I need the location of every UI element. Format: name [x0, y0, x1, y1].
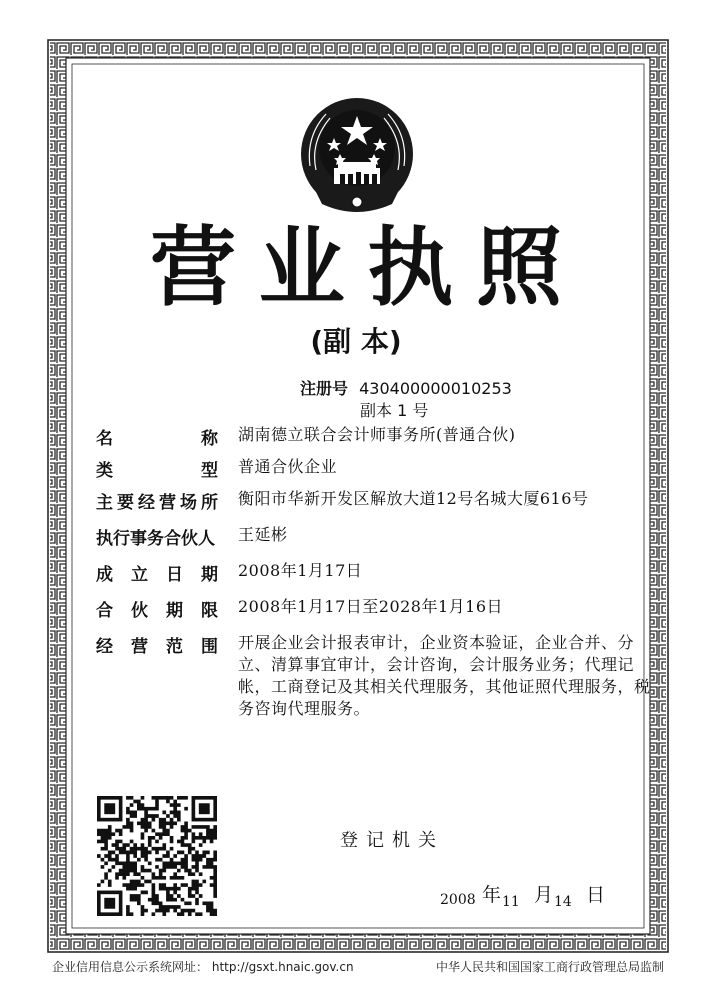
- field-value-type: 普通合伙企业: [238, 457, 338, 476]
- field-label-char: 所: [201, 493, 218, 513]
- field-value-business-scope: [238, 632, 658, 720]
- issue-day-unit: 日: [586, 884, 606, 906]
- field-label-char: 要: [117, 493, 134, 513]
- field-value-main-premises: 衡阳市华新开发区解放大道12号名城大厦616号: [238, 489, 589, 508]
- field-label-char: 名: [96, 429, 113, 449]
- field-label-char: 立: [131, 565, 148, 585]
- national-emblem-icon: [296, 96, 418, 220]
- title-char: 执: [367, 218, 454, 318]
- field-label-char: 伙: [131, 601, 148, 621]
- field-value-name: 湖南德立联合会计师事务所(普通合伙): [238, 425, 516, 444]
- scope-line: 帐，工商登记及其相关代理服务，其他证照代理服务，税: [238, 677, 651, 696]
- footer-site-url[interactable]: http://gsxt.hnaic.gov.cn: [211, 960, 354, 974]
- field-label-executive-partner: 执行事务合伙人: [96, 529, 215, 549]
- qr-code-icon[interactable]: [97, 796, 217, 916]
- issue-month-unit: 月: [534, 884, 554, 906]
- footer-website: [52, 958, 354, 975]
- field-label-char: 期: [201, 565, 218, 585]
- field-label-char: 主: [96, 493, 113, 513]
- field-label-name: [96, 424, 218, 449]
- document-subtitle: (副 本): [310, 325, 402, 358]
- scope-line: 务咨询代理服务。: [238, 699, 371, 718]
- field-label-char: 场: [180, 493, 197, 513]
- footer-supervisor: 中华人民共和国国家工商行政管理总局监制: [436, 960, 665, 974]
- field-label-char: 经: [138, 493, 155, 513]
- title-char: 照: [475, 218, 562, 318]
- field-label-char: 成: [96, 565, 113, 585]
- document-title: [150, 218, 562, 318]
- field-label-type: [96, 456, 218, 481]
- scope-line: 开展企业会计报表审计，企业资本验证，企业合并、分: [238, 633, 635, 652]
- field-label-char: 称: [201, 429, 218, 449]
- scope-line: 立、清算事宜审计，会计咨询，会计服务业务；代理记: [238, 655, 635, 674]
- field-label-char: 营: [159, 493, 176, 513]
- title-char: 业: [258, 218, 345, 318]
- field-value-partnership-term: 2008年1月17日至2028年1月16日: [238, 597, 504, 616]
- field-label-char: 围: [201, 637, 218, 657]
- issue-month: 11: [502, 894, 520, 910]
- issue-date: [440, 880, 620, 914]
- field-label-char: 日: [166, 565, 183, 585]
- field-value-establishment-date: 2008年1月17日: [238, 561, 363, 580]
- field-label-char: 范: [166, 637, 183, 657]
- registration-number: 430400000010253: [359, 379, 512, 398]
- field-label-partnership-term: [96, 596, 218, 621]
- field-label-char: 期: [166, 601, 183, 621]
- field-label-business-scope: [96, 632, 218, 657]
- field-label-char: 型: [201, 461, 218, 481]
- field-label-char: 营: [131, 637, 148, 657]
- issue-day: 14: [554, 894, 572, 910]
- field-label-char: 类: [96, 461, 113, 481]
- issue-year-unit: 年: [482, 884, 502, 906]
- field-label-main-premises: [96, 488, 218, 513]
- field-label-char: 合: [96, 601, 113, 621]
- registration-authority: 登记机关: [340, 830, 444, 851]
- issue-year: 2008: [440, 892, 476, 908]
- registration-number-row: [300, 376, 512, 399]
- field-value-executive-partner: 王延彬: [238, 525, 288, 544]
- field-label-char: 经: [96, 637, 113, 657]
- field-label-char: 限: [201, 601, 218, 621]
- registration-label: 注册号: [300, 379, 349, 398]
- footer-site-label: 企业信用信息公示系统网址：: [52, 960, 209, 974]
- title-char: 营: [150, 218, 236, 318]
- copy-number: 副本 1 号: [360, 401, 429, 420]
- field-label-establishment-date: [96, 560, 218, 585]
